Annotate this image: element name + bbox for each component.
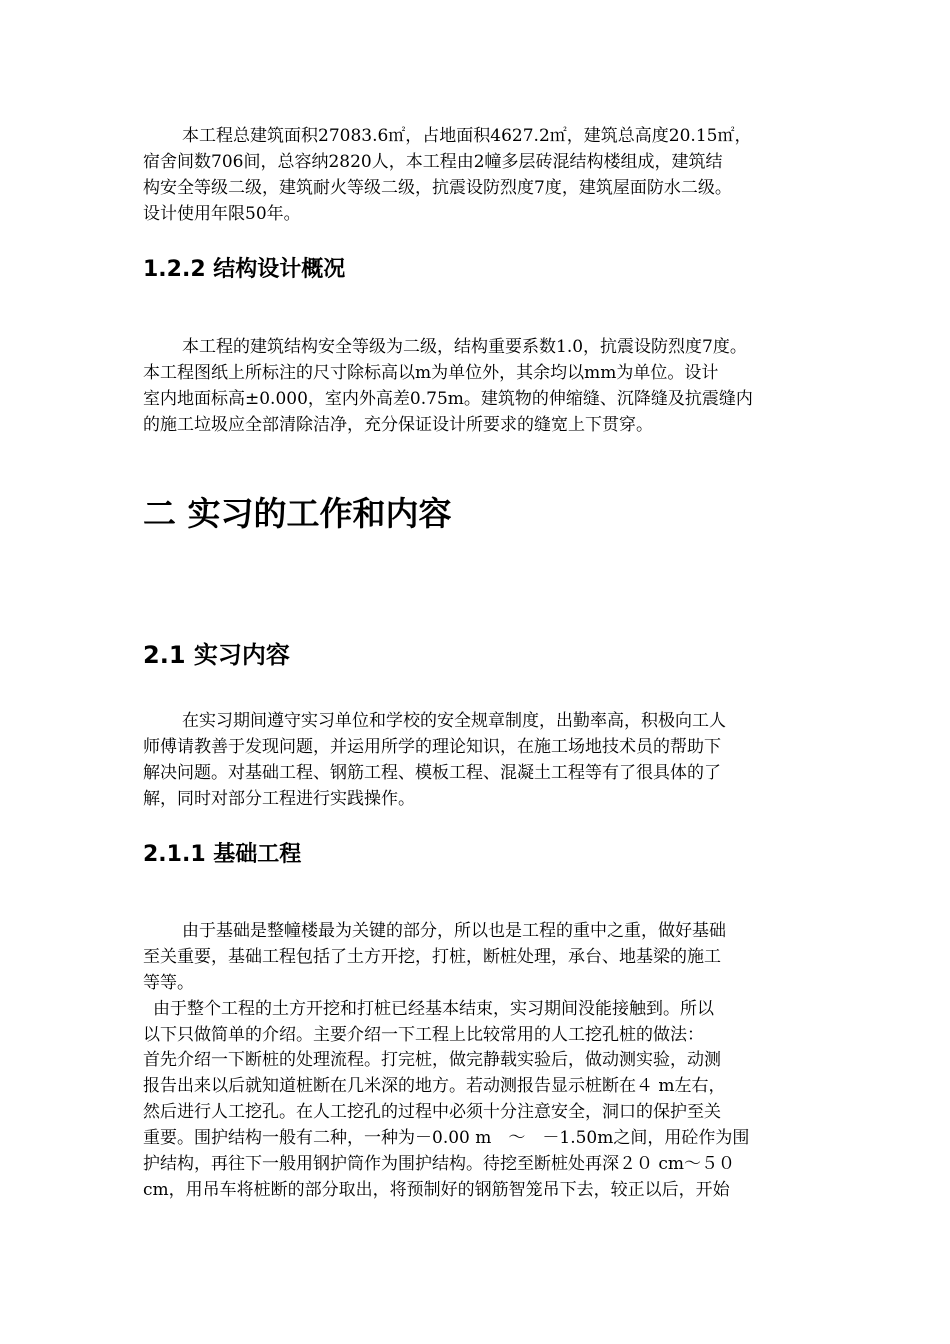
text-line: 报告出来以后就知道桩断在几米深的地方。若动测报告显示桩断在４ m左右， [143, 1076, 726, 1096]
internship-content-paragraph [143, 708, 811, 812]
text-line: 本工程的建筑结构安全等级为二级，结构重要系数1.0，抗震设防烈度7度。 [182, 337, 747, 357]
foundation-paragraph-c [143, 1047, 811, 1203]
text-line: 至关重要，基础工程包括了土方开挖，打桩，断桩处理，承台、地基梁的施工 [143, 947, 721, 967]
section-heading-2-1-1: 2.1.1 基础工程 [143, 842, 302, 867]
text-line: 构安全等级二级，建筑耐火等级二级，抗震设防烈度7度，建筑屋面防水二级。 [143, 178, 732, 198]
text-line: 宿舍间数706间，总容纳2820人，本工程由2幢多层砖混结构楼组成，建筑结 [143, 152, 723, 172]
text-line: 室内地面标高±0.000，室内外高差0.75m。建筑物的伸缩缝、沉降缝及抗震缝内 [143, 389, 753, 409]
text-line: 本工程图纸上所标注的尺寸除标高以m为单位外，其余均以mm为单位。设计 [143, 363, 719, 383]
text-line: 护结构，再往下一般用钢护筒作为围护结构。待挖至断桩处再深２０ cm～５０ [143, 1154, 736, 1174]
project-overview-paragraph [143, 123, 811, 227]
foundation-paragraph-a [143, 918, 811, 996]
text-line: 首先介绍一下断桩的处理流程。打完桩，做完静载实验后，做动测实验，动测 [143, 1050, 721, 1070]
text-line: 以下只做简单的介绍。主要介绍一下工程上比较常用的人工挖孔桩的做法： [143, 1025, 704, 1045]
text-line: 解，同时对部分工程进行实践操作。 [143, 789, 415, 809]
text-line: 师傅请教善于发现问题，并运用所学的理论知识，在施工场地技术员的帮助下 [143, 737, 721, 757]
section-heading-1-2-2: 1.2.2 结构设计概况 [143, 257, 346, 282]
text-line: 解决问题。对基础工程、钢筋工程、模板工程、混凝土工程等有了很具体的了 [143, 763, 721, 783]
text-line: 在实习期间遵守实习单位和学校的安全规章制度，出勤率高，积极向工人 [182, 711, 726, 731]
structure-design-paragraph [143, 334, 811, 438]
text-line: 本工程总建筑面积27083.6㎡，占地面积4627.2㎡，建筑总高度20.15㎡， [182, 126, 752, 146]
text-line: 然后进行人工挖孔。在人工挖孔的过程中必须十分注意安全，洞口的保护至关 [143, 1102, 721, 1122]
text-line: cm，用吊车将桩断的部分取出，将预制好的钢筋智笼吊下去，较正以后，开始 [143, 1180, 730, 1200]
text-line: 由于整个工程的土方开挖和打桩已经基本结束，实习期间没能接触到。所以 [153, 999, 714, 1019]
text-line: 设计使用年限50年。 [143, 204, 301, 224]
chapter-heading-2: 二 实习的工作和内容 [143, 494, 452, 533]
foundation-paragraph-b [143, 996, 811, 1048]
text-line: 由于基础是整幢楼最为关键的部分，所以也是工程的重中之重，做好基础 [182, 921, 726, 941]
text-line: 等等。 [143, 973, 194, 993]
text-line: 的施工垃圾应全部清除洁净，充分保证设计所要求的缝宽上下贯穿。 [143, 415, 653, 435]
section-heading-2-1: 2.1 实习内容 [143, 641, 290, 669]
text-line: 重要。围护结构一般有二种，一种为－0.00 m ～ －1.50m之间，用砼作为围 [143, 1128, 750, 1148]
